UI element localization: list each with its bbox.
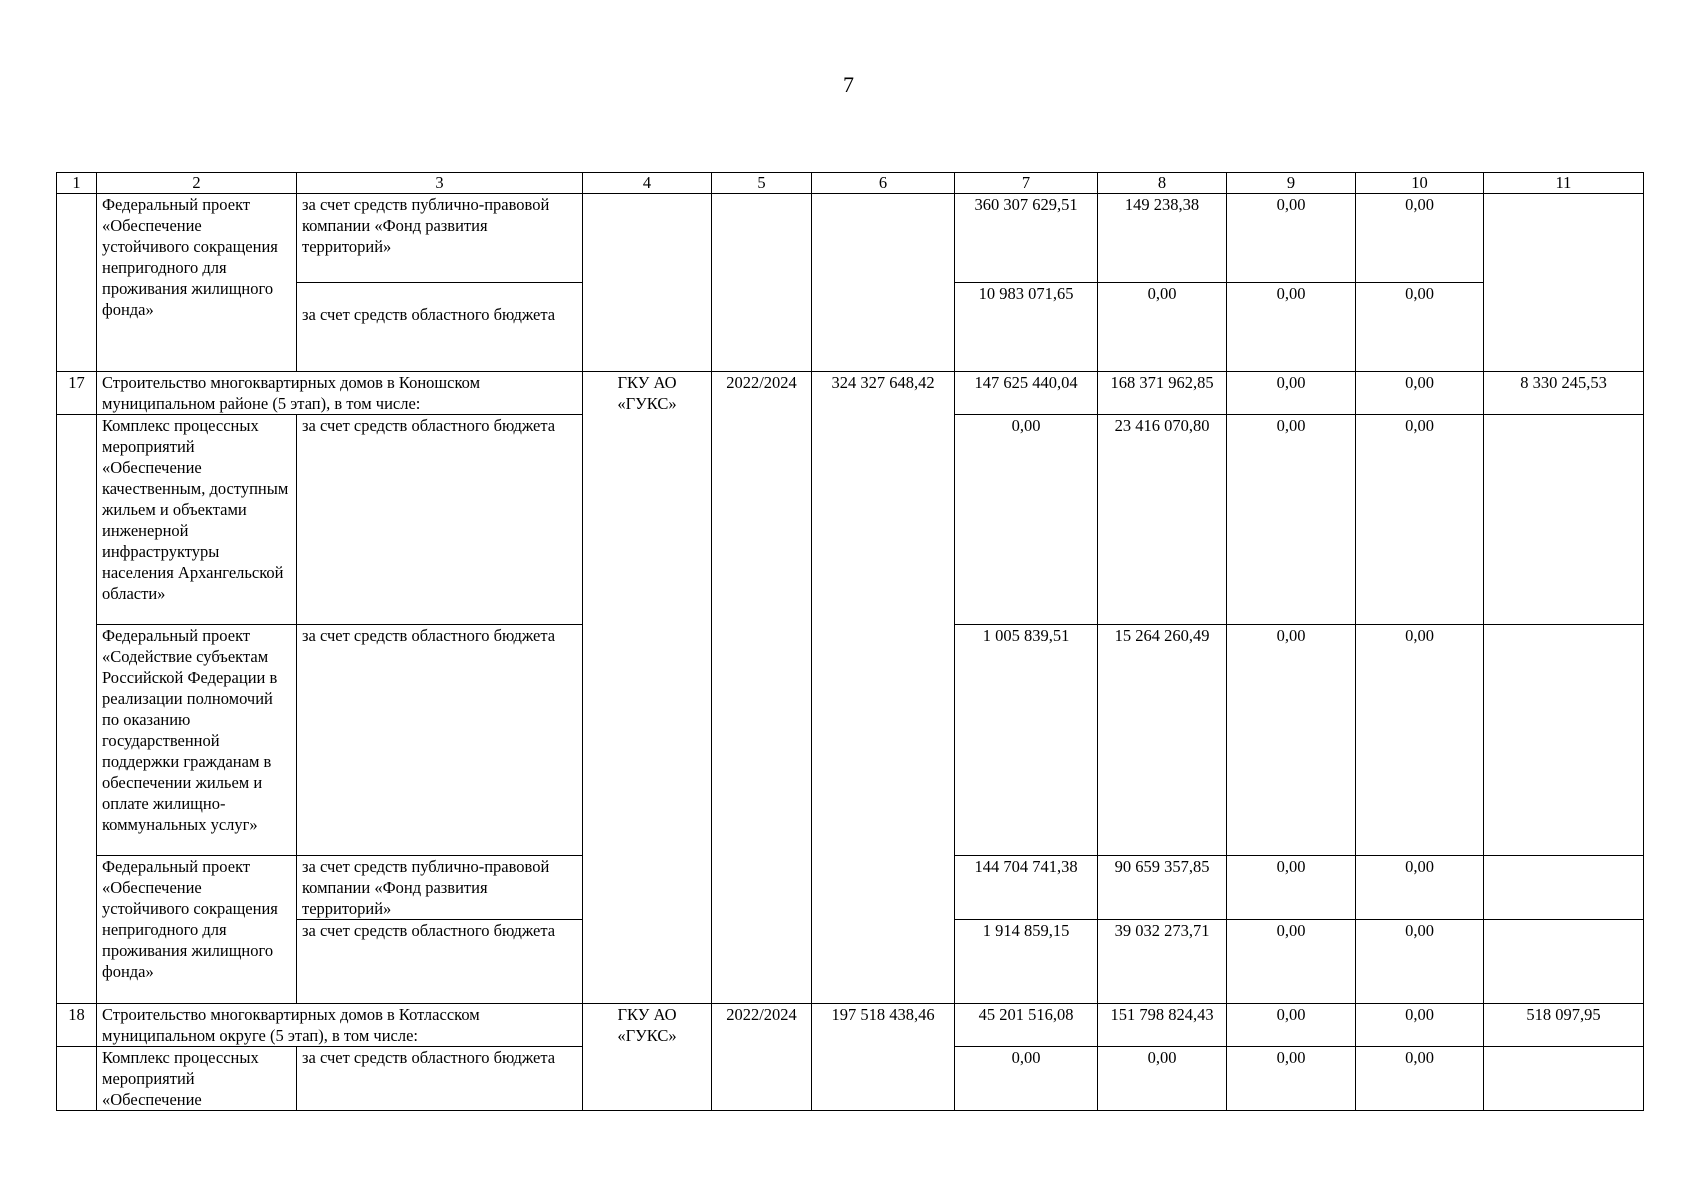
cell-value: 0,00 bbox=[1356, 415, 1484, 625]
cell-value: 39 032 273,71 bbox=[1098, 920, 1227, 1004]
cell-program: Федеральный проект «Содействие субъектам Российской Федерации в реализации полномочий по оказанию государственной поддержки гражданам в обеспечении жильем и оплате жилищно-коммунальных услуг» bbox=[97, 625, 297, 856]
col-header: 3 bbox=[297, 173, 583, 194]
cell-value bbox=[1484, 415, 1644, 625]
cell-source: за счет средств публично-правовой компании «Фонд развития территорий» bbox=[297, 856, 583, 920]
cell-org: ГКУ АО «ГУКС» bbox=[583, 372, 712, 1004]
table-row bbox=[57, 1004, 1644, 1047]
cell-value: 0,00 bbox=[1227, 920, 1356, 1004]
cell-value: 518 097,95 bbox=[1484, 1004, 1644, 1047]
cell-value: 1 005 839,51 bbox=[955, 625, 1098, 856]
page-number: 7 bbox=[843, 72, 854, 97]
col-header: 9 bbox=[1227, 173, 1356, 194]
cell-value: 15 264 260,49 bbox=[1098, 625, 1227, 856]
cell-value: 168 371 962,85 bbox=[1098, 372, 1227, 415]
cell-value: 0,00 bbox=[1356, 194, 1484, 283]
cell-value: 45 201 516,08 bbox=[955, 1004, 1098, 1047]
cell-source: за счет средств областного бюджета bbox=[297, 283, 583, 372]
cell-period bbox=[712, 194, 812, 372]
col-header: 8 bbox=[1098, 173, 1227, 194]
cell-value bbox=[1484, 194, 1644, 372]
cell-value: 0,00 bbox=[1227, 1004, 1356, 1047]
cell-source: за счет средств областного бюджета bbox=[297, 1047, 583, 1111]
cell-program: Комплекс процессных мероприятий «Обеспечение bbox=[97, 1047, 297, 1111]
cell-value: 0,00 bbox=[1356, 856, 1484, 920]
cell-org bbox=[583, 194, 712, 372]
cell-value: 0,00 bbox=[1227, 415, 1356, 625]
col-header: 1 bbox=[57, 173, 97, 194]
cell-program: Федеральный проект «Обеспечение устойчивого сокращения непригодного для проживания жилищного фонда» bbox=[97, 856, 297, 1004]
cell-value bbox=[1484, 856, 1644, 920]
cell-total: 324 327 648,42 bbox=[812, 372, 955, 1004]
cell-value: 149 238,38 bbox=[1098, 194, 1227, 283]
cell-value: 0,00 bbox=[1227, 856, 1356, 920]
cell-value: 0,00 bbox=[1356, 625, 1484, 856]
cell-value: 23 416 070,80 bbox=[1098, 415, 1227, 625]
cell-total bbox=[812, 194, 955, 372]
table-row bbox=[57, 372, 1644, 415]
col-header: 4 bbox=[583, 173, 712, 194]
cell-source: за счет средств публично-правовой компании «Фонд развития территорий» bbox=[297, 194, 583, 283]
cell-value: 0,00 bbox=[1098, 1047, 1227, 1111]
cell-title: Строительство многоквартирных домов в Котласском муниципальном округе (5 этап), в том числе: bbox=[97, 1004, 583, 1047]
cell-value: 0,00 bbox=[1227, 372, 1356, 415]
cell-value: 147 625 440,04 bbox=[955, 372, 1098, 415]
cell-value bbox=[1484, 625, 1644, 856]
cell-value: 0,00 bbox=[1227, 194, 1356, 283]
col-header: 5 bbox=[712, 173, 812, 194]
cell-value: 0,00 bbox=[1098, 283, 1227, 372]
cell-value: 0,00 bbox=[955, 1047, 1098, 1111]
cell-value: 0,00 bbox=[955, 415, 1098, 625]
cell-org: ГКУ АО «ГУКС» bbox=[583, 1004, 712, 1111]
cell-num bbox=[57, 1047, 97, 1111]
cell-program: Федеральный проект «Обеспечение устойчивого сокращения непригодного для проживания жилищного фонда» bbox=[97, 194, 297, 372]
cell-value bbox=[1484, 1047, 1644, 1111]
cell-source: за счет средств областного бюджета bbox=[297, 920, 583, 1004]
cell-num bbox=[57, 194, 97, 372]
cell-source: за счет средств областного бюджета bbox=[297, 625, 583, 856]
budget-table bbox=[56, 172, 1644, 1111]
cell-source: за счет средств областного бюджета bbox=[297, 415, 583, 625]
cell-value: 0,00 bbox=[1356, 1004, 1484, 1047]
col-header: 2 bbox=[97, 173, 297, 194]
cell-value bbox=[1484, 920, 1644, 1004]
cell-value: 90 659 357,85 bbox=[1098, 856, 1227, 920]
cell-title: Строительство многоквартирных домов в Коношском муниципальном районе (5 этап), в том числе: bbox=[97, 372, 583, 415]
col-header: 6 bbox=[812, 173, 955, 194]
cell-period: 2022/2024 bbox=[712, 372, 812, 1004]
cell-num: 18 bbox=[57, 1004, 97, 1047]
cell-value: 0,00 bbox=[1356, 1047, 1484, 1111]
col-header: 7 bbox=[955, 173, 1098, 194]
cell-value: 1 914 859,15 bbox=[955, 920, 1098, 1004]
cell-value: 0,00 bbox=[1356, 372, 1484, 415]
cell-program: Комплекс процессных мероприятий «Обеспечение качественным, доступным жильем и объектами инженерной инфраструктуры населения Архангельской области» bbox=[97, 415, 297, 625]
cell-total: 197 518 438,46 bbox=[812, 1004, 955, 1111]
cell-period: 2022/2024 bbox=[712, 1004, 812, 1111]
header-row bbox=[57, 173, 1644, 194]
cell-num: 17 bbox=[57, 372, 97, 415]
cell-value: 0,00 bbox=[1227, 1047, 1356, 1111]
cell-value: 10 983 071,65 bbox=[955, 283, 1098, 372]
cell-value: 0,00 bbox=[1227, 283, 1356, 372]
cell-value: 0,00 bbox=[1356, 283, 1484, 372]
cell-value: 151 798 824,43 bbox=[1098, 1004, 1227, 1047]
col-header: 10 bbox=[1356, 173, 1484, 194]
table-row bbox=[57, 194, 1644, 283]
col-header: 11 bbox=[1484, 173, 1644, 194]
cell-value: 0,00 bbox=[1356, 920, 1484, 1004]
cell-value: 360 307 629,51 bbox=[955, 194, 1098, 283]
cell-num bbox=[57, 415, 97, 1004]
cell-value: 144 704 741,38 bbox=[955, 856, 1098, 920]
cell-value: 0,00 bbox=[1227, 625, 1356, 856]
cell-value: 8 330 245,53 bbox=[1484, 372, 1644, 415]
